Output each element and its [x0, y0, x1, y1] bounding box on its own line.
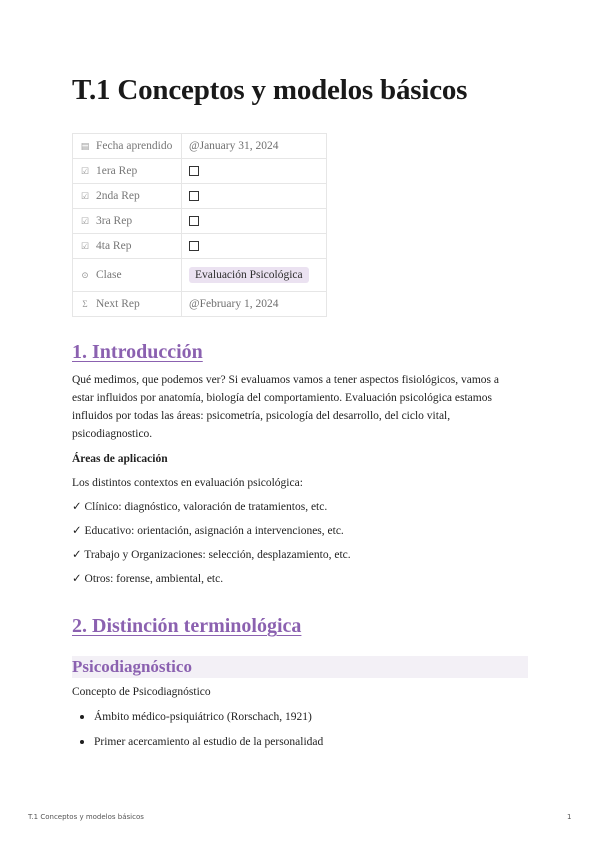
- property-name-cell: [73, 184, 182, 209]
- property-name: 2nda Rep: [96, 190, 140, 202]
- intro-line: estar influidos por anatomía, biología del comportamiento. Evaluación psicológica estamos: [72, 392, 492, 404]
- checkbox-icon: ☑: [80, 166, 90, 176]
- property-name-cell: [73, 159, 182, 184]
- property-value-cell: [182, 134, 327, 159]
- property-name: Clase: [96, 269, 122, 281]
- property-value: @January 31, 2024: [189, 140, 279, 152]
- property-row: [73, 209, 327, 234]
- property-value-cell: [182, 292, 327, 317]
- page-title: T.1 Conceptos y modelos básicos: [72, 74, 468, 106]
- property-value-cell: [182, 159, 327, 184]
- property-name: 4ta Rep: [96, 240, 132, 252]
- checkbox[interactable]: [189, 216, 199, 226]
- footer-page-number: 1: [567, 813, 572, 821]
- class-tag: Evaluación Psicológica: [189, 267, 309, 283]
- subheading-psicodiagnostico: Psicodiagnóstico: [72, 656, 528, 678]
- calendar-icon: ▤: [80, 141, 90, 151]
- property-row: [73, 292, 327, 317]
- areas-heading: Áreas de aplicación: [72, 453, 168, 465]
- property-value-cell: [182, 209, 327, 234]
- formula-icon: Σ: [82, 299, 88, 309]
- property-value-cell: [182, 234, 327, 259]
- area-item: ✓ Trabajo y Organizaciones: selección, desplazamiento, etc.: [72, 549, 351, 561]
- list-item: Ámbito médico-psiquiátrico (Rorschach, 1921): [72, 708, 528, 733]
- area-item: ✓ Clínico: diagnóstico, valoración de tratamientos, etc.: [72, 501, 328, 513]
- property-name: Fecha aprendido: [96, 140, 173, 152]
- intro-line: Qué medimos, que podemos ver? Si evaluamos vamos a tener aspectos fisiológicos, vamos a: [72, 374, 499, 386]
- property-value-cell: [182, 259, 327, 292]
- checkbox[interactable]: [189, 166, 199, 176]
- property-row: [73, 259, 327, 292]
- property-name-cell: [73, 234, 182, 259]
- property-name-cell: [73, 134, 182, 159]
- list-item: Primer acercamiento al estudio de la personalidad: [72, 733, 528, 758]
- property-name: 3ra Rep: [96, 215, 133, 227]
- property-name: 1era Rep: [96, 165, 138, 177]
- checkbox-icon: ☑: [80, 191, 90, 201]
- intro-paragraph: [72, 371, 528, 443]
- checkbox-icon: ☑: [80, 216, 90, 226]
- intro-line: influidos por todas las áreas: psicometría, psicología del desarrollo, del ciclo vital,: [72, 410, 451, 422]
- area-item: ✓ Otros: forense, ambiental, etc.: [72, 573, 224, 585]
- property-row: [73, 184, 327, 209]
- section-heading-introduccion: 1. Introducción: [72, 341, 203, 363]
- property-value-cell: [182, 184, 327, 209]
- checkbox[interactable]: [189, 191, 199, 201]
- area-item: ✓ Educativo: orientación, asignación a intervenciones, etc.: [72, 525, 344, 537]
- select-icon: ⊙: [81, 270, 89, 280]
- footer-title: T.1 Conceptos y modelos básicos: [28, 813, 144, 821]
- property-row: [73, 134, 327, 159]
- concept-text: Concepto de Psicodiagnóstico: [72, 686, 211, 698]
- section-heading-distincion: 2. Distinción terminológica: [72, 615, 302, 637]
- areas-intro: Los distintos contextos en evaluación psicológica:: [72, 477, 303, 489]
- checkbox[interactable]: [189, 241, 199, 251]
- property-value: @February 1, 2024: [189, 298, 279, 310]
- property-row: [73, 159, 327, 184]
- property-name-cell: [73, 292, 182, 317]
- intro-line: psicodiagnostico.: [72, 428, 153, 440]
- property-name-cell: [73, 259, 182, 292]
- bullet-list: [72, 708, 528, 758]
- property-row: [73, 234, 327, 259]
- property-name: Next Rep: [96, 298, 140, 310]
- property-name-cell: [73, 209, 182, 234]
- properties-table: [72, 133, 327, 317]
- checkbox-icon: ☑: [80, 241, 90, 251]
